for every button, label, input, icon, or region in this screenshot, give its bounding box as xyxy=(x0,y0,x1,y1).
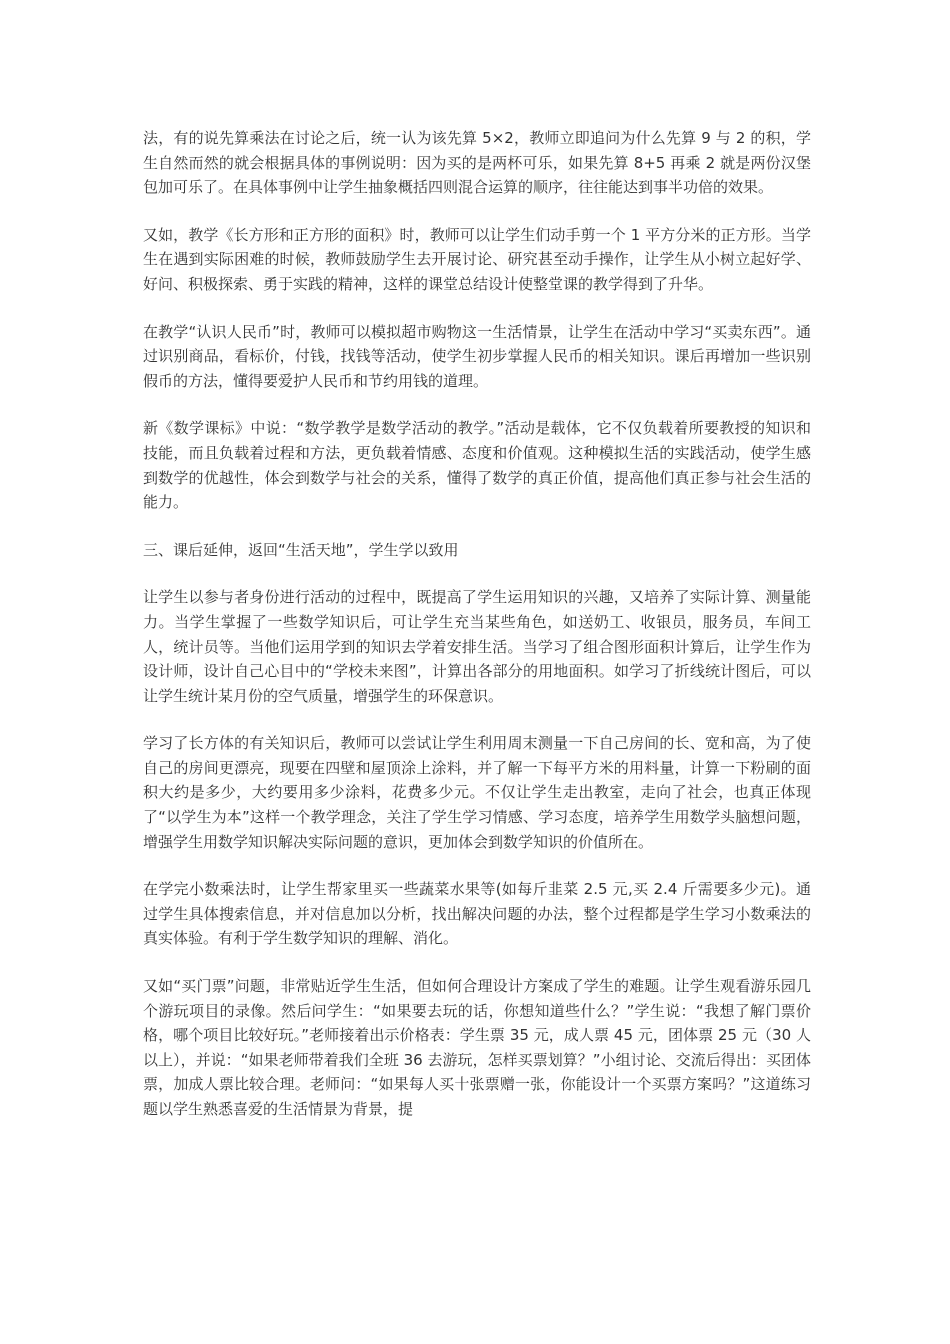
paragraph-rmb-lesson: 在教学“认识人民币”时，教师可以模拟超市购物这一生活情景，让学生在活动中学习“买卖东西”。通过识别商品，看标价，付钱，找钱等活动，使学生初步掌握人民币的相关知识。课后再增加一些识别假币的方法，懂得要爱护人民币和节约用钱的道理。 xyxy=(143,322,811,390)
paragraph-decimal-multiplication: 在学完小数乘法时，让学生帮家里买一些蔬菜水果等(如每斤韭菜 2.5 元,买 2.4 斤需要多少元)。通过学生具体搜索信息，并对信息加以分析，找出解决问题的办法，整个过程都是学生学习小数乘法的真实体验。有利于学生数学知识的理解、消化。 xyxy=(143,880,811,948)
paragraph-cuboid-measurement: 学习了长方体的有关知识后，教师可以尝试让学生利用周末测量一下自己房间的长、宽和高，为了使自己的房间更漂亮，现要在四壁和屋顶涂上涂料，并了解一下每平方米的用料量，计算一下粉刷的面积大约是多少，大约要用多少涂料，花费多少元。不仅让学生走出教室，走向了社会，也真正体现了“以学生为本”这样一个教学理念，关注了学生学习情感、学习态度，培养学生用数学头脑想问题，增强学生用数学知识解决实际问题的意识，更加体会到数学知识的价值所在。 xyxy=(143,734,811,851)
paragraph-area-lesson: 又如，教学《长方形和正方形的面积》时，教师可以让学生们动手剪一个 1 平方分米的正方形。当学生在遇到实际困难的时候，教师鼓励学生去开展讨论、研究甚至动手操作，让学生从小树立起好学、好问、积极探索、勇于实践的精神，这样的课堂总结设计使整堂课的教学得到了升华。 xyxy=(143,225,811,293)
paragraph-role-play: 让学生以参与者身份进行活动的过程中，既提高了学生运用知识的兴趣，又培养了实际计算、测量能力。当学生掌握了一些数学知识后，可让学生充当某些角色，如送奶工、收银员，服务员，车间工人，统计员等。当他们运用学到的知识去学着安排生活。当学习了组合图形面积计算后，让学生作为设计师，设计自己心目中的“学校未来图”，计算出各部分的用地面积。如学习了折线统计图后，可以让学生统计某月份的空气质量，增强学生的环保意识。 xyxy=(143,588,811,705)
paragraph-ticket-problem: 又如“买门票”问题，非常贴近学生生活，但如何合理设计方案成了学生的难题。让学生观看游乐园几个游玩项目的录像。然后问学生：“如果要去玩的话，你想知道些什么？”学生说：“我想了解门票价格，哪个项目比较好玩。”老师接着出示价格表：学生票 35 元，成人票 45 元，团体票 25 元（30 人以上），并说：“如果老师带着我们全班 36 去游玩，怎样买票划算？”小组讨论、交流后得出：买团体票，加成人票比较合理。老师问：“如果每人买十张票赠一张，你能设计一个买票方案吗？”这道练习题以学生熟悉喜爱的生活情景为背景，提 xyxy=(143,977,811,1118)
section-heading: 三、课后延伸，返回“生活天地”，学生学以致用 xyxy=(143,540,459,559)
paragraph-curriculum-standard: 新《数学课标》中说：“数学教学是数学活动的教学。”活动是载体，它不仅负载着所要教授的知识和技能，而且负载着过程和方法，更负载着情感、态度和价值观。这种模拟生活的实践活动，使学生感到数学的优越性，体会到数学与社会的关系，懂得了数学的真正价值，提高他们真正参与社会生活的能力。 xyxy=(143,419,811,512)
document-page xyxy=(143,126,811,1145)
paragraph-order-of-operations: 法，有的说先算乘法在讨论之后，统一认为该先算 5×2，教师立即追问为什么先算 9 与 2 的积，学生自然而然的就会根据具体的事例说明：因为买的是两杯可乐，如果先算 8+5 再乘 2 就是两份汉堡包加可乐了。在具体事例中让学生抽象概括四则混合运算的顺序，往往能达到事半功倍的效果。 xyxy=(143,129,811,197)
